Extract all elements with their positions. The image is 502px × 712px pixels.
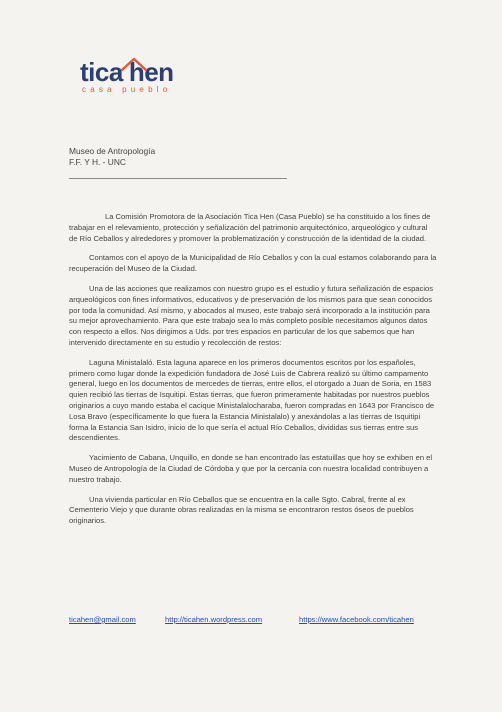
- addressee-block: [69, 146, 155, 168]
- logo-name-a: tica: [80, 57, 123, 87]
- blog-link[interactable]: http://ticahen.wordpress.com: [165, 615, 263, 624]
- roof-icon: [119, 56, 149, 76]
- addressee-line-1: Museo de Antropología: [69, 146, 156, 156]
- paragraph-vivienda: Una vivienda particular en Río Ceballos que se encuentra en la calle Sgto. Cabral, frente al ex Cementerio Viejo y que durante obras realizadas en la misma se encontraron restos óseos de pueblos originarios.: [69, 494, 414, 526]
- paragraph-yacimiento: Yacimiento de Cabana, Unquillo, en donde se han encontrado las estatuillas que hoy se exhiben en el Museo de Antropología de la Ciudad de Córdoba y que por la cercanía con nuestra localidad contribuyen a nuestro trabajo.: [69, 453, 433, 484]
- paragraph-actions: Una de las acciones que realizamos con nuestro grupo es el estudio y futura señalización de espacios arqueológicos con fines informativos, educativos y de preservación de los mismos para que sean conocidos por toda la comunidad. Así mismo, y abocados al museo, este trabajo será incorporado a la institución para su mejor aprovechamiento. Para que este trabajo sea lo más completo posible necesitamos algunos datos con respecto a ellos. Nos dirigimos a Uds. por tres espacios en particular de los que sabemos que han intervenido directamente en su estudio y recolección de restos:: [69, 283, 434, 347]
- facebook-link[interactable]: https://www.facebook.com/ticahen: [299, 615, 414, 624]
- paragraph-intro: La Comisión Promotora de la Asociación Tica Hen (Casa Pueblo) se ha constituido a los fines de trabajar en el relevamiento, protección y señalización del patrimonio arquitectónico, arqueológico y cultural de Río Ceballos y alrededores y promover la problematización y construcción de la identidad de la ciudad.: [69, 212, 431, 243]
- logo-name-b: hen: [128, 57, 174, 87]
- letter-body: [69, 212, 437, 536]
- addressee-divider: [69, 178, 287, 179]
- email-link[interactable]: ticahen@gmail.com: [69, 615, 136, 624]
- paragraph-laguna: Laguna Ministalaló. Esta laguna aparece en los primeros documentos escritos por los españoles, primero como lugar donde la expedición fundadora de José Luis de Cabrera realizó su último campamento general, luego en los documentos de mercedes de tierras, entre ellos, el otorgado a Juan de Soria, en 1583 quien recibió las tierras de Isquitipi. Estas tierras, que fueron primeramente habitadas por nuestros pueblos originarios a cuyo mando estaba el cacique Ministalalocharaba, fueron compradas en 1643 por Francisco de Losa Bravo (específicamente lo que fuera la Estancia Ministalalo) y anexándolas a las tierras de Isquitipi forma la Estancia San Isidro, inicio de lo que sería el actual Río Ceballos, divididas sus tierras entre sus descendientes.: [69, 357, 435, 443]
- tica-hen-logo: [80, 58, 190, 100]
- addressee-line-2: F.F. Y H. - UNC: [69, 157, 126, 167]
- paragraph-support: Contamos con el apoyo de la Municipalidad de Río Ceballos y con la cual estamos colaborando para la recuperación del Museo de la Ciudad.: [69, 253, 437, 274]
- logo-tagline: casa pueblo: [82, 85, 172, 94]
